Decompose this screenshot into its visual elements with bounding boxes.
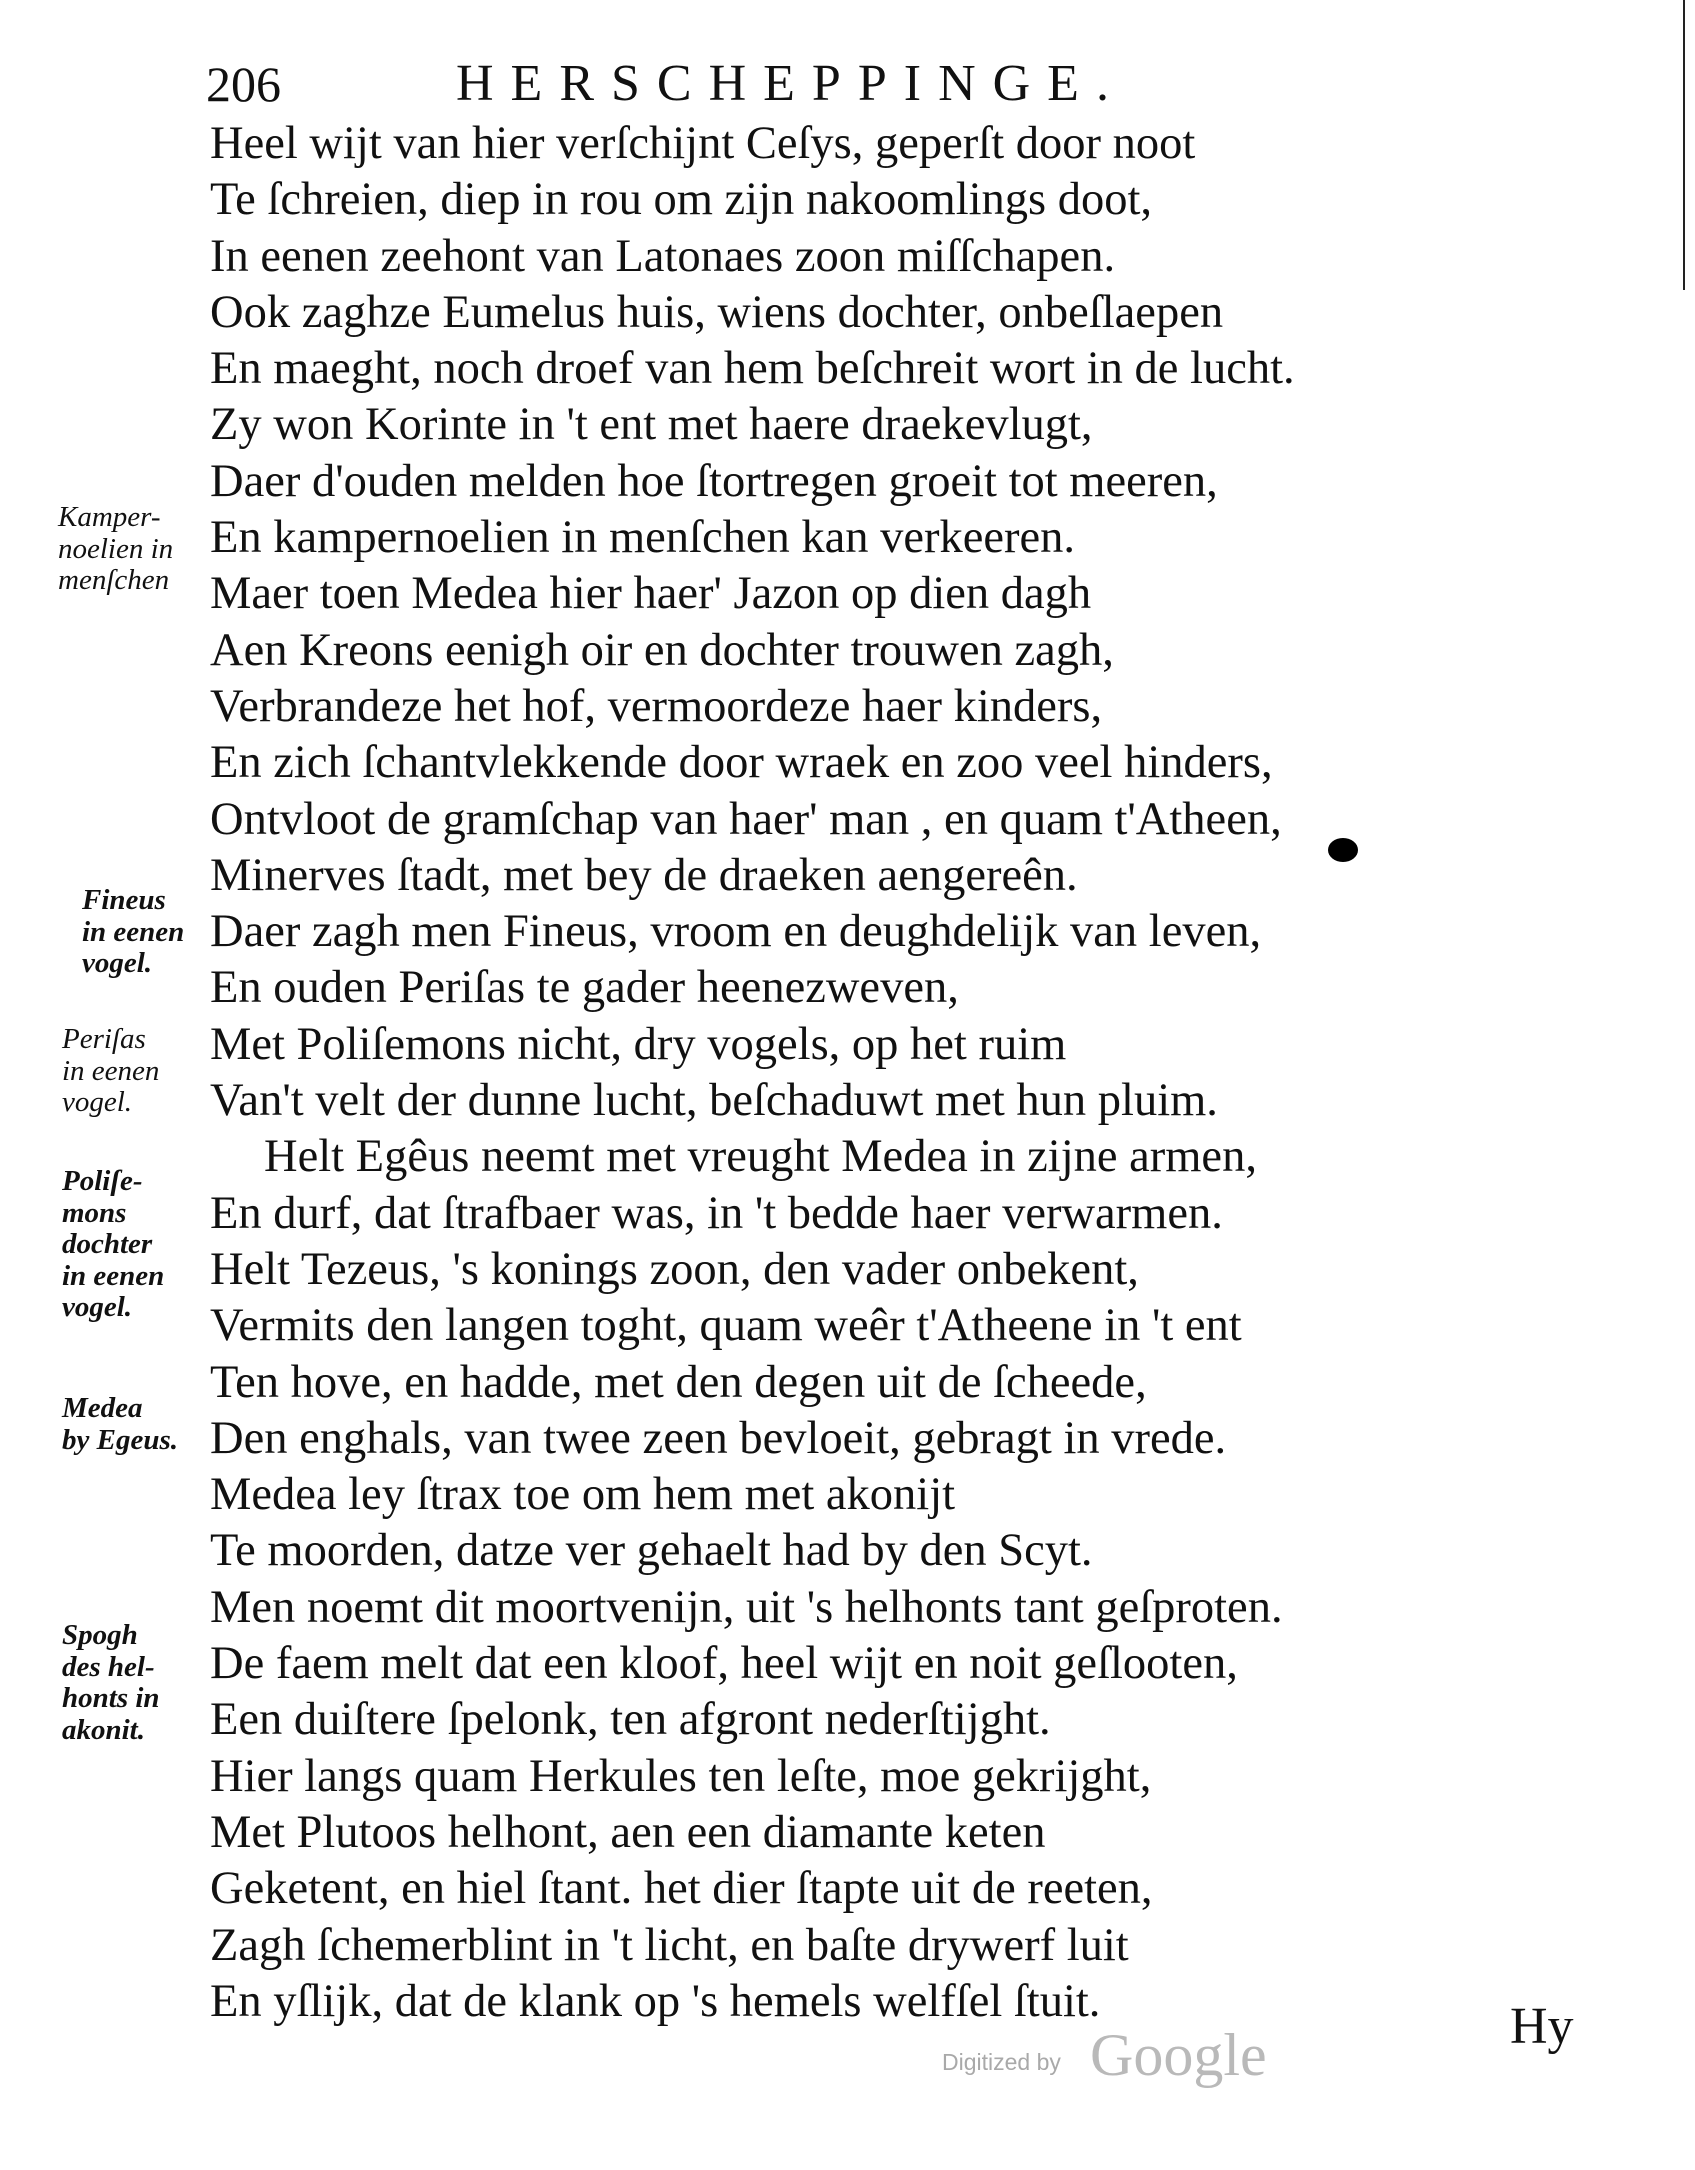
poem-line: En zich ſchantvlekkende door wraek en zoo veel hinders, — [210, 737, 1273, 789]
poem-line: Geketent, en hiel ſtant. het dier ſtapte uit de reeten, — [210, 1863, 1153, 1915]
poem-line: Zy won Korinte in 't ent met haere draekevlugt, — [210, 399, 1093, 451]
poem-line: Met Poliſemons nicht, dry vogels, op het ruim — [210, 1018, 1067, 1070]
marginal-note: Poliſe- mons dochter in eenen vogel. — [62, 1165, 165, 1323]
poem-line: Ten hove, en hadde, met den degen uit de ſcheede, — [210, 1356, 1147, 1408]
marginal-note: Spogh des hel- honts in akonit. — [62, 1619, 160, 1746]
marginal-note: Fineus in eenen vogel. — [82, 884, 185, 979]
poem-line: Van't velt der dunne lucht, beſchaduwt met hun pluim. — [210, 1075, 1218, 1127]
poem-line: Daer d'ouden melden hoe ſtortregen groeit tot meeren, — [210, 455, 1218, 507]
page-number: 206 — [206, 56, 281, 112]
watermark-prefix: Digitized by — [942, 2049, 1061, 2075]
poem-line: En maeght, noch droef van hem beſchreit wort in de lucht. — [210, 343, 1295, 395]
poem-line: Te ſchreien, diep in rou om zijn nakoomlings doot, — [210, 174, 1153, 226]
poem-line: Ook zaghze Eumelus huis, wiens dochter, onbeſlaepen — [210, 286, 1224, 338]
poem-line: En kampernoelien in menſchen kan verkeeren. — [210, 512, 1076, 564]
poem-line: Heel wijt van hier verſchijnt Ceſys, geperſt door noot — [210, 118, 1196, 169]
poem-line: Te moorden, datze ver gehaelt had by den Scyt. — [210, 1525, 1093, 1577]
adjacent-page-edge — [1683, 0, 1685, 290]
poem-line: Daer zagh men Fineus, vroom en deughdelijk van leven, — [210, 906, 1262, 958]
running-title: HERSCHEPPINGE. — [456, 55, 1126, 112]
poem-line: Den enghals, van twee zeen bevloeit, gebragt in vrede. — [210, 1412, 1227, 1464]
catchword: Hy — [1510, 1998, 1574, 2055]
marginal-note: Periſas in eenen vogel. — [62, 1023, 160, 1118]
poem-line: Medea ley ſtrax toe om hem met akonijt — [210, 1469, 956, 1521]
poem-line: Met Plutoos helhont, aen een diamante keten — [210, 1806, 1046, 1858]
poem-line: Een duiſtere ſpelonk, ten afgront nederſtijght. — [210, 1694, 1051, 1746]
poem-line: De faem melt dat een kloof, heel wijt en noit geſlooten, — [210, 1638, 1238, 1690]
ink-blot — [1328, 838, 1358, 862]
marginal-note: Medea by Egeus. — [62, 1392, 178, 1456]
poem-line: Aen Kreons eenigh oir en dochter trouwen zagh, — [210, 624, 1114, 676]
poem-line: In eenen zeehont van Latonaes zoon miſſchapen. — [210, 230, 1116, 282]
google-logo: Google — [1090, 2022, 1267, 2088]
poem-line: En durf, dat ſtrafbaer was, in 't bedde haer verwarmen. — [210, 1187, 1223, 1239]
poem-line: Minerves ſtadt, met bey de draeken aengereên. — [210, 849, 1078, 901]
poem-body — [210, 116, 1610, 2030]
poem-line: Zagh ſchemerblint in 't licht, en baſte drywerf luit — [210, 1919, 1129, 1971]
poem-line: Helt Tezeus, 's konings zoon, den vader onbekent, — [210, 1243, 1139, 1295]
poem-line: Verbrandeze het hof, vermoordeze haer kinders, — [210, 680, 1103, 732]
poem-line: Men noemt dit moortvenijn, uit 's helhonts tant geſproten. — [210, 1581, 1283, 1633]
marginal-note: Kamper- noelien in menſchen — [58, 501, 174, 596]
poem-line: Hier langs quam Herkules ten leſte, moe gekrijght, — [210, 1750, 1152, 1802]
running-header — [206, 52, 1316, 116]
poem-line: Helt Egêus neemt met vreught Medea in zijne armen, — [264, 1131, 1257, 1183]
poem-line: Ontvloot de gramſchap van haer' man , en quam t'Atheen, — [210, 793, 1282, 845]
poem-line: En ouden Periſas te gader heenezweven, — [210, 962, 959, 1014]
poem-line: Maer toen Medea hier haer' Jazon op dien dagh — [210, 568, 1092, 620]
poem-line: En yſlijk, dat de klank op 's hemels welfſel ſtuit. — [210, 1975, 1101, 2027]
poem-line: Vermits den langen toght, quam weêr t'Atheene in 't ent — [210, 1300, 1242, 1352]
